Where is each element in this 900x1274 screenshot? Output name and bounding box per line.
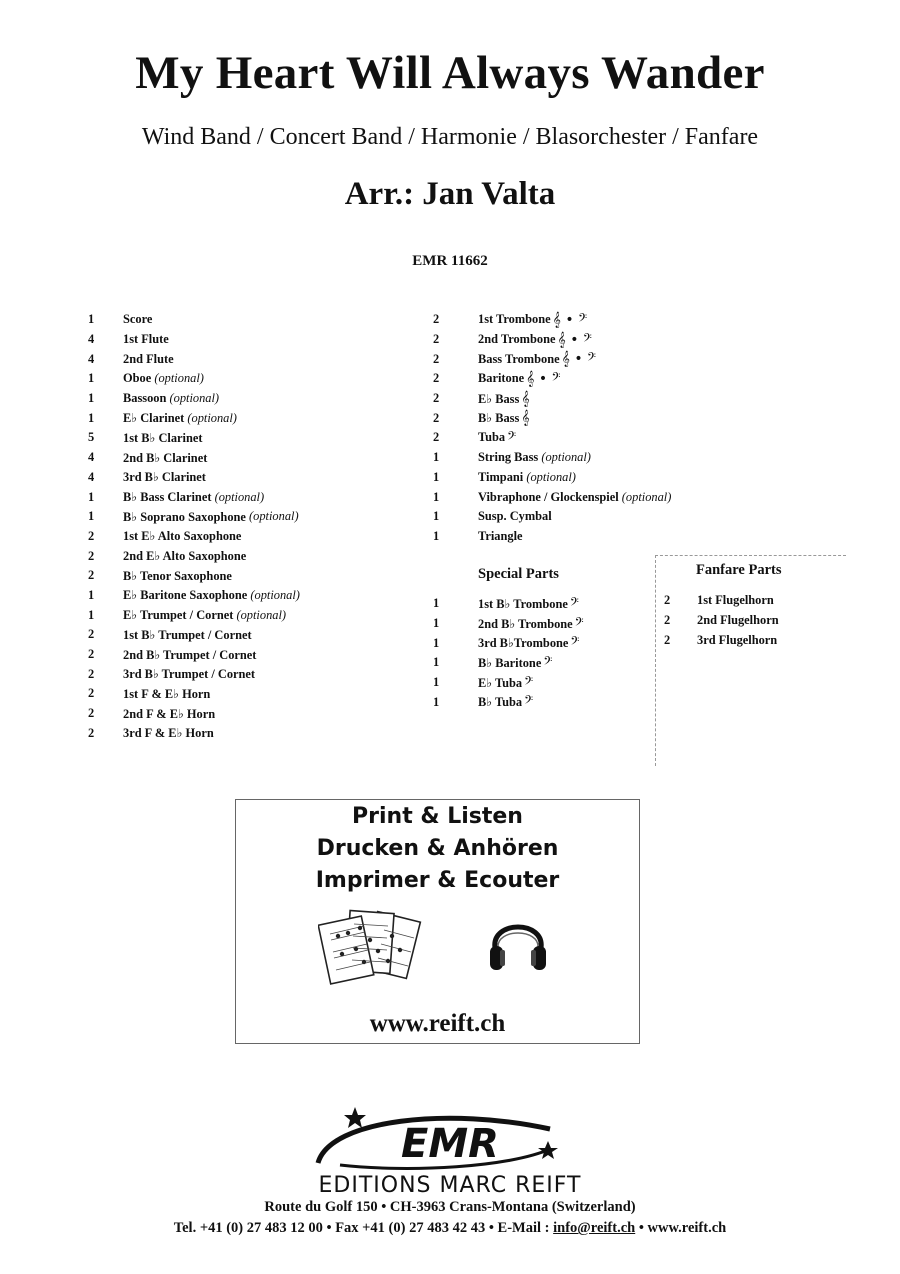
logo-text: EMR — [401, 1121, 499, 1167]
part-row — [88, 723, 300, 743]
catalog-number: EMR 11662 — [412, 253, 488, 269]
part-name: B♭ Tuba — [478, 695, 523, 710]
part-name: 1st B♭ Trombone — [478, 596, 568, 611]
part-name: B♭ Bass — [478, 411, 520, 426]
part-name: 2nd E♭ Alto Saxophone — [123, 549, 247, 564]
part-quantity: 2 — [88, 725, 95, 740]
part-quantity: 1 — [88, 587, 95, 602]
optional-note: (optional) — [249, 509, 299, 524]
optional-note: (optional) — [541, 450, 591, 465]
part-quantity: 1 — [433, 694, 440, 709]
optional-note: (optional) — [621, 489, 672, 504]
part-quantity: 1 — [433, 635, 440, 650]
optional-note: (optional) — [250, 587, 300, 602]
part-quantity: 2 — [88, 686, 95, 701]
promo-url-link[interactable]: www.reift.ch — [369, 1010, 506, 1037]
part-name: 1st B♭ Trumpet / Cornet — [123, 627, 252, 642]
part-row — [433, 448, 671, 468]
clef-icon: 𝄞 • 𝄢 — [552, 311, 588, 328]
clef-icon: 𝄞 • 𝄢 — [561, 351, 597, 368]
fanfare-parts-frame — [655, 555, 846, 766]
part-row — [88, 330, 300, 350]
part-name: Oboe — [123, 371, 152, 386]
part-quantity: 2 — [664, 613, 671, 628]
part-name: E♭ Clarinet — [123, 411, 185, 426]
publisher-name: EDITIONS MARC REIFT — [318, 1173, 582, 1198]
part-quantity: 1 — [88, 410, 95, 425]
publisher-contact — [0, 1220, 900, 1237]
promo-line-de: Drucken & Anhören — [316, 836, 559, 861]
part-name: 2nd Trombone — [478, 332, 556, 347]
part-name: B♭ Baritone — [478, 655, 542, 670]
part-row — [88, 428, 300, 448]
part-quantity: 1 — [433, 469, 440, 484]
part-quantity: 2 — [88, 706, 95, 721]
part-row — [433, 614, 584, 634]
part-quantity: 2 — [664, 632, 671, 647]
part-row — [88, 408, 300, 428]
part-quantity: 2 — [88, 568, 95, 583]
part-row — [88, 605, 300, 625]
part-row — [88, 487, 300, 507]
part-quantity: 2 — [433, 430, 440, 445]
part-quantity: 2 — [664, 593, 671, 608]
promo-line-fr: Imprimer & Ecouter — [315, 868, 560, 893]
part-name: 3rd F & E♭ Horn — [123, 726, 214, 741]
part-quantity: 2 — [433, 410, 440, 425]
part-quantity: 2 — [433, 332, 440, 347]
optional-note: (optional) — [187, 410, 237, 425]
special-parts-heading: Special Parts — [478, 566, 559, 582]
clef-icon: 𝄞 • 𝄢 — [557, 331, 592, 348]
part-name: 2nd B♭ Trumpet / Cornet — [123, 647, 257, 662]
part-name: 1st Flute — [123, 332, 169, 347]
part-quantity: 5 — [88, 430, 95, 445]
part-quantity: 2 — [433, 312, 440, 327]
optional-note: (optional) — [154, 371, 204, 386]
part-name: 2nd B♭ Clarinet — [123, 450, 208, 465]
fanfare-parts-heading: Fanfare Parts — [696, 562, 782, 578]
part-row — [433, 633, 584, 653]
part-name: 3rd B♭ Clarinet — [123, 470, 206, 485]
part-row — [433, 507, 671, 527]
website-text: • www.reift.ch — [635, 1220, 727, 1236]
email-link[interactable]: info@reift.ch — [553, 1220, 636, 1236]
part-name: B♭ Soprano Saxophone — [123, 509, 246, 524]
part-quantity: 1 — [433, 509, 440, 524]
clef-icon: 𝄢 — [574, 615, 584, 632]
part-name: Susp. Cymbal — [478, 509, 552, 524]
part-row — [433, 653, 584, 673]
page-title: My Heart Will Always Wander — [135, 47, 765, 99]
part-name: 2nd Flugelhorn — [697, 613, 779, 628]
part-row — [88, 349, 300, 369]
part-row — [433, 594, 584, 614]
ensemble-subtitle: Wind Band / Concert Band / Harmonie / Blasorchester / Fanfare — [141, 124, 759, 150]
arranger: Arr.: Jan Valta — [344, 176, 556, 212]
optional-note: (optional) — [526, 469, 576, 484]
part-row — [433, 369, 671, 389]
instrumentation-list-left — [88, 310, 300, 743]
part-name: 1st Trombone — [478, 312, 551, 327]
part-quantity: 4 — [88, 469, 95, 484]
part-name: B♭ Bass Clarinet — [123, 490, 212, 505]
part-quantity: 1 — [433, 596, 440, 611]
part-row — [433, 673, 584, 693]
part-row — [88, 389, 300, 409]
part-row — [88, 586, 300, 606]
clef-icon: 𝄢 — [543, 654, 553, 671]
part-row — [88, 645, 300, 665]
part-quantity: 2 — [88, 548, 95, 563]
part-row — [433, 527, 671, 547]
clef-icon: 𝄢 — [570, 635, 580, 652]
part-name: 1st Flugelhorn — [697, 593, 774, 608]
part-name: Score — [123, 312, 153, 327]
part-row — [88, 527, 300, 547]
part-quantity: 2 — [88, 647, 95, 662]
part-quantity: 1 — [433, 655, 440, 670]
optional-note: (optional) — [214, 489, 265, 504]
clef-icon: 𝄢 — [569, 595, 579, 612]
part-name: Baritone — [478, 371, 525, 386]
part-quantity: 1 — [88, 607, 95, 622]
part-quantity: 2 — [88, 666, 95, 681]
special-parts-list — [433, 594, 584, 712]
part-row — [88, 310, 300, 330]
part-quantity: 2 — [88, 528, 95, 543]
part-name: E♭ Trumpet / Cornet — [123, 608, 234, 623]
part-quantity: 4 — [88, 450, 95, 465]
part-quantity: 1 — [433, 528, 440, 543]
part-row — [88, 704, 300, 724]
instrumentation-list-right — [433, 310, 671, 546]
part-name: Bass Trombone — [478, 351, 560, 366]
part-quantity: 1 — [433, 450, 440, 465]
part-row — [88, 369, 300, 389]
part-row — [664, 591, 779, 611]
contact-phone-fax: Tel. +41 (0) 27 483 12 00 • Fax +41 (0) 27 483 42 43 • E-Mail : — [173, 1220, 554, 1236]
part-name: 3rd B♭ Trumpet / Cornet — [123, 667, 256, 682]
optional-note: (optional) — [169, 391, 220, 406]
part-row — [433, 468, 671, 488]
promo-line-en: Print & Listen — [352, 804, 523, 829]
part-name: 1st F & E♭ Horn — [123, 686, 211, 701]
part-quantity: 1 — [433, 489, 440, 504]
clef-icon: 𝄢 — [507, 429, 517, 446]
part-row — [88, 507, 300, 527]
part-name: B♭ Tenor Saxophone — [123, 568, 232, 583]
part-quantity: 1 — [88, 509, 95, 524]
part-name: 1st E♭ Alto Saxophone — [123, 529, 242, 544]
fanfare-parts-list — [664, 591, 779, 650]
part-row — [88, 448, 300, 468]
part-name: Vibraphone / Glockenspiel — [478, 489, 619, 504]
part-row — [433, 408, 671, 428]
clef-icon: 𝄢 — [524, 674, 534, 691]
part-quantity: 2 — [433, 351, 440, 366]
publisher-address: Route du Golf 150 • CH-3963 Crans-Montana (Switzerland) — [264, 1199, 636, 1215]
part-name: E♭ Tuba — [478, 675, 523, 690]
part-quantity: 2 — [433, 371, 440, 386]
part-row — [88, 664, 300, 684]
clef-icon: 𝄞 — [521, 410, 530, 427]
part-name: Bassoon — [123, 391, 167, 406]
part-quantity: 1 — [88, 312, 95, 327]
clef-icon: 𝄞 — [521, 390, 530, 407]
part-row — [664, 630, 779, 650]
part-name: 3rd B♭Trombone — [478, 636, 569, 651]
part-row — [88, 566, 300, 586]
part-name: 2nd F & E♭ Horn — [123, 706, 216, 721]
part-quantity: 1 — [88, 391, 95, 406]
part-quantity: 1 — [433, 675, 440, 690]
part-quantity: 1 — [433, 616, 440, 631]
part-name: 1st B♭ Clarinet — [123, 430, 203, 445]
part-row — [433, 389, 671, 409]
part-name: E♭ Baritone Saxophone — [123, 588, 248, 603]
part-name: 2nd Flute — [123, 351, 174, 366]
part-row — [433, 487, 671, 507]
part-row — [433, 349, 671, 369]
part-quantity: 4 — [88, 332, 95, 347]
part-row — [664, 611, 779, 631]
part-name: Timpani — [478, 469, 524, 484]
part-quantity: 4 — [88, 351, 95, 366]
part-name: Triangle — [478, 528, 523, 543]
part-name: Tuba — [478, 430, 506, 445]
part-row — [433, 692, 584, 712]
part-row — [88, 546, 300, 566]
clef-icon: 𝄞 • 𝄢 — [526, 370, 561, 387]
part-name: E♭ Bass — [478, 391, 520, 406]
part-row — [88, 468, 300, 488]
part-row — [433, 310, 671, 330]
part-row — [88, 625, 300, 645]
sheet-music-icon — [318, 906, 430, 992]
part-name: 2nd B♭ Trombone — [478, 616, 573, 631]
optional-note: (optional) — [236, 607, 287, 622]
part-row — [433, 428, 671, 448]
clef-icon: 𝄢 — [524, 694, 534, 711]
emr-logo — [300, 1105, 600, 1175]
part-quantity: 2 — [88, 627, 95, 642]
part-quantity: 1 — [88, 489, 95, 504]
print-listen-box — [235, 799, 640, 1044]
part-quantity: 1 — [88, 371, 95, 386]
part-quantity: 2 — [433, 391, 440, 406]
part-name: 3rd Flugelhorn — [697, 632, 778, 647]
part-row — [433, 330, 671, 350]
part-name: String Bass — [478, 450, 539, 465]
part-row — [88, 684, 300, 704]
headphones-icon — [487, 910, 549, 976]
